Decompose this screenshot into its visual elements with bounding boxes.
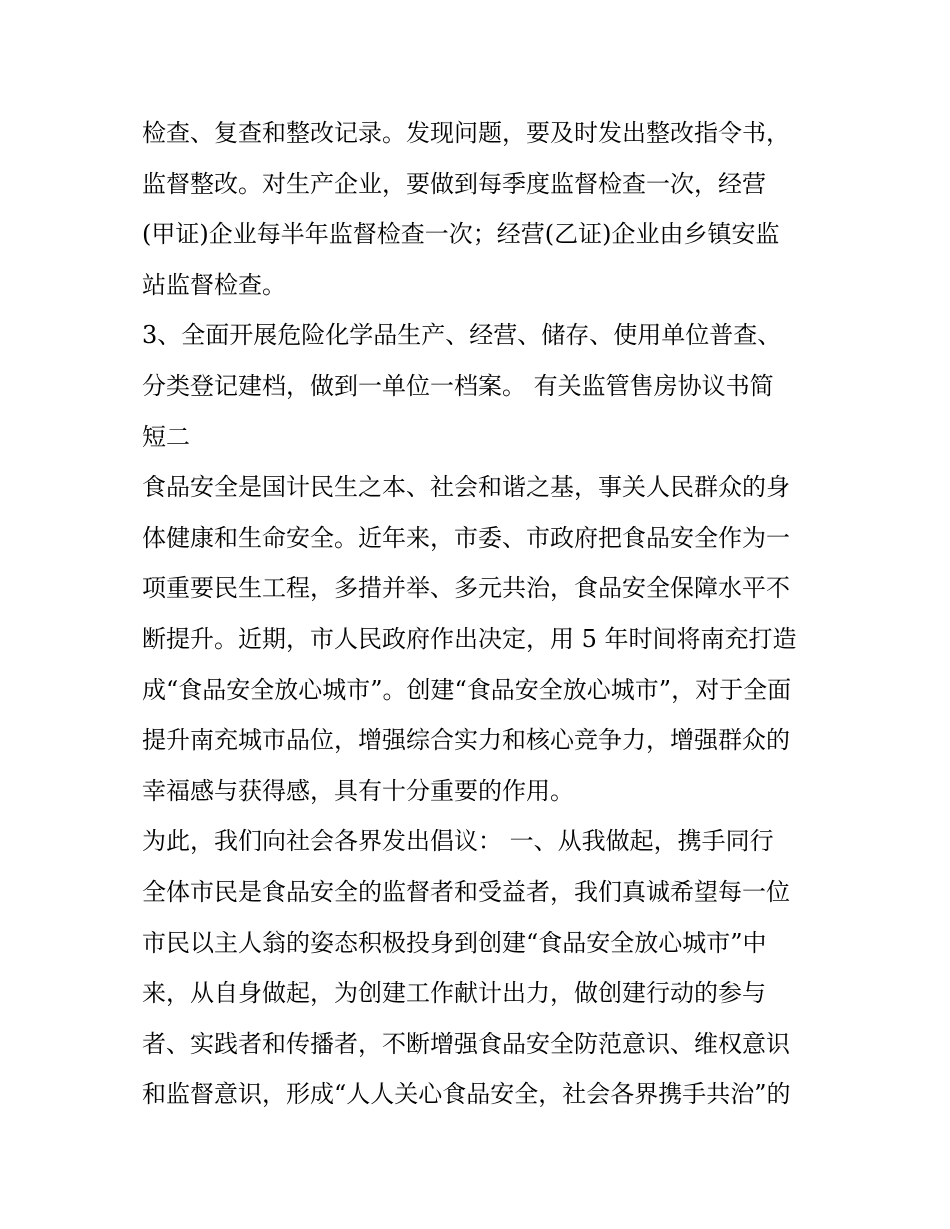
document-body bbox=[142, 108, 814, 1120]
text-line: (甲证)企业每半年监督检查一次；经营(乙证)企业由乡镇安监 bbox=[142, 220, 780, 249]
text-line: 短二 bbox=[142, 422, 190, 451]
text-line: 幸福感与获得感，具有十分重要的作用。 bbox=[142, 776, 574, 805]
text-line: 和监督意识，形成“人人关心食品安全，社会各界携手共治”的 bbox=[142, 1080, 791, 1109]
text-line: 3、全面开展危险化学品生产、经营、储存、使用单位普查、 bbox=[142, 321, 782, 350]
text-line: 为此，我们向社会各界发出倡议： 一、从我做起，携手同行 bbox=[142, 827, 774, 856]
text-line: 项重要民生工程，多措并举、多元共治，食品安全保障水平不 bbox=[142, 574, 790, 603]
text-line: 全体市民是食品安全的监督者和受益者，我们真诚希望每一位 bbox=[142, 877, 790, 906]
text-line: 成“食品安全放心城市”。创建“食品安全放心城市”，对于全面 bbox=[142, 675, 792, 704]
text-line: 市民以主人翁的姿态积极投身到创建“食品安全放心城市”中 bbox=[142, 928, 767, 957]
text-line: 断提升。近期，市人民政府作出决定，用 5 年时间将南充打造 bbox=[142, 624, 797, 653]
text-line: 体健康和生命安全。近年来，市委、市政府把食品安全作为一 bbox=[142, 523, 790, 552]
text-line: 站监督检查。 bbox=[142, 270, 286, 299]
text-line: 分类登记建档，做到一单位一档案。 有关监管售房协议书简 bbox=[142, 371, 774, 400]
text-line: 检查、复查和整改记录。发现问题，要及时发出整改指令书， bbox=[142, 119, 790, 147]
text-line: 食品安全是国计民生之本、社会和谐之基，事关人民群众的身 bbox=[142, 473, 790, 502]
text-line: 监督整改。对生产企业，要做到每季度监督检查一次，经营 bbox=[142, 169, 766, 198]
text-line: 来，从自身做起，为创建工作献计出力，做创建行动的参与 bbox=[142, 979, 766, 1008]
text-line: 提升南充城市品位，增强综合实力和核心竞争力，增强群众的 bbox=[142, 726, 790, 755]
text-line: 者、实践者和传播者，不断增强食品安全防范意识、维权意识 bbox=[142, 1029, 790, 1058]
